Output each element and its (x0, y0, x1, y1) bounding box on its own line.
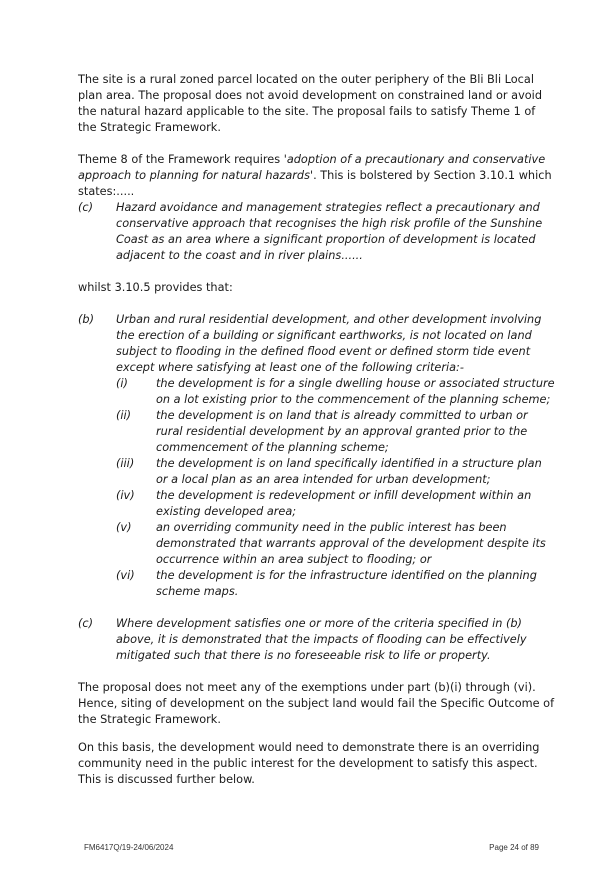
theme-8-lead: Theme 8 of the Framework requires (78, 153, 284, 166)
paragraph-conclusion: On this basis, the development would need to demonstrate there is an overriding community need in the public interest for the development to satisfy this aspect. This is discussed further below. (78, 741, 540, 786)
footer-reference: FM6417Q/19-24/06/2024 (84, 843, 174, 852)
criteria-item-label: (v) (116, 521, 132, 534)
footer-page-number: Page 24 of 89 (489, 843, 539, 852)
criteria-item-text: the development is on land specifically identified in a structure plan or a local plan as an area intended for urban development; (156, 457, 542, 486)
criteria-item-label: (vi) (116, 569, 135, 582)
quote-c1-label: (c) (78, 201, 94, 214)
paragraph-site-description: The site is a rural zoned parcel located on the outer periphery of the Bli Bli Local plan area. The proposal does not avoid development on constrained land or avoid the natural hazard applicable to the site. The proposal fails to satisfy Theme 1 of the Strategic Framework. (78, 73, 542, 134)
criteria-item-text: the development is for a single dwelling house or associated structure on a lot existing prior to the commencement of the planning scheme; (156, 377, 555, 406)
criteria-item-label: (ii) (116, 409, 132, 422)
paragraph-whilst: whilst 3.10.5 provides that: (78, 281, 233, 294)
theme-8-tail: . This is bolstered by Section 3.10.1 which states:..... (78, 169, 552, 198)
paragraph-theme-8 (78, 152, 556, 200)
criteria-item-label: (i) (116, 377, 128, 390)
criteria-item-label: (iv) (116, 489, 135, 502)
quote-c2-label: (c) (78, 617, 94, 630)
theme-8-quote: 'adoption of a precautionary and conservative approach to planning for natural hazards' (78, 153, 546, 182)
quote-b-text: Urban and rural residential development, and other development involving the erection of a building or significant earthworks, is not located on land subject to flooding in the defined flood event or defined storm tide event except where satisfying at least one of the following criteria:- (116, 313, 542, 374)
criteria-item-text: the development is on land that is already committed to urban or rural residential development by an approval granted prior to the commencement of the planning scheme; (156, 409, 528, 454)
quote-b-label: (b) (78, 313, 94, 326)
criteria-item-label: (iii) (116, 457, 135, 470)
criteria-item-text: an overriding community need in the public interest has been demonstrated that warrants approval of the development despite its occurrence within an area subject to flooding; or (156, 521, 546, 566)
paragraph-exemptions: The proposal does not meet any of the exemptions under part (b)(i) through (vi). Hence, siting of development on the subject land would fail the Specific Outcome of the Strategic Framework. (78, 681, 555, 726)
quote-c2-text: Where development satisfies one or more of the criteria specified in (b) above, it is demonstrated that the impacts of flooding can be effectively mitigated such that there is no foreseeable risk to life or property. (116, 617, 527, 662)
quote-c1-text: Hazard avoidance and management strategies reflect a precautionary and conservative approach that recognises the high risk profile of the Sunshine Coast as an area where a significant proportion of development is located adjacent to the coast and in river plains...... (116, 201, 543, 262)
criteria-item-text: the development is for the infrastructure identified on the planning scheme maps. (156, 569, 537, 598)
criteria-item-text: the development is redevelopment or infill development within an existing developed area; (156, 489, 532, 518)
